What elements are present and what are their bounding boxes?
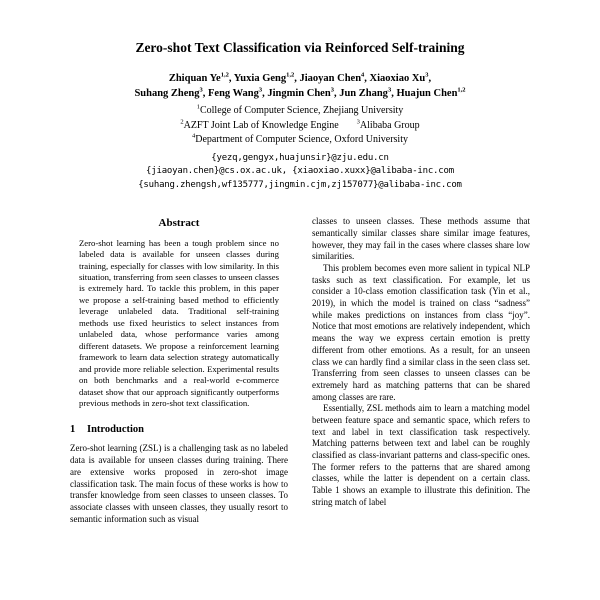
author-name: Suhang Zheng — [134, 87, 200, 99]
author-name: Zhiquan Ye — [168, 72, 221, 84]
affiliation — [197, 105, 404, 116]
author-affiliation-marker: 3 — [387, 86, 392, 94]
affiliations-block — [70, 104, 530, 148]
affiliation-text: Department of Computer Science, Oxford University — [195, 134, 408, 146]
author-name: Yuxia Geng — [233, 72, 287, 84]
abstract-text: Zero-shot learning has been a tough problem since no labeled data is available for unseen classes during training, especially for classes with low similarity. In this situation, transferring from seen classes to unseen classes is extremely hard. To tackle this problem, in this paper we propose a self-training based method to efficiently leverage unlabeled data. Traditional self-training methods use fixed heuristics to select instances from unlabeled data, whose performance varies among different datasets. We propose a reinforcement learning framework to learn data selection strategy automatically and provide more reliable selection. Experimental results on both benchmarks and a real-world e-commerce dataset show that our approach significantly outperforms previous methods in zero-shot text classification. — [79, 237, 279, 409]
paragraph: Zero-shot learning (ZSL) is a challenging task as no labeled data is available for unseen classes during training. There are extensive works proposed in zero-shot image classification task. The main focus of these works is how to transfer knowledge from seen classes to unseen classes. To associate classes with unseen classes, they usually resort to semantic information such as visual — [70, 443, 288, 524]
author — [396, 88, 465, 99]
author-line-1 — [70, 72, 530, 87]
author-affiliation-marker: 3 — [199, 86, 203, 94]
affiliation — [192, 134, 408, 145]
paper-body — [70, 216, 530, 525]
abstract-heading: Abstract — [158, 217, 200, 230]
author-separator: , — [262, 87, 268, 99]
paper-title: Zero-shot Text Classification via Reinforced Self-training — [135, 40, 465, 55]
author-name: Huajun Chen — [396, 87, 458, 99]
affiliation-marker: 1 — [196, 103, 200, 111]
author — [339, 88, 396, 99]
author-name: Jingmin Chen — [267, 87, 331, 99]
author — [299, 73, 369, 84]
author — [169, 73, 234, 84]
affiliation-line — [70, 119, 530, 134]
affiliation-line — [70, 133, 530, 148]
affiliation-marker: 4 — [192, 132, 196, 140]
author — [234, 73, 300, 84]
affiliation-marker: 2 — [180, 118, 184, 126]
author-affiliation-marker: 3 — [330, 86, 334, 94]
author-separator: , — [364, 72, 370, 84]
authors-block — [70, 72, 530, 101]
author-separator: , — [391, 87, 397, 99]
author-affiliation-marker: 1,2 — [457, 86, 466, 94]
author — [267, 88, 339, 99]
email-line: {yezq,gengyx,huajunsir}@zju.edu.cn — [211, 152, 389, 163]
author-affiliation-marker: 4 — [361, 71, 365, 79]
affiliation — [180, 120, 338, 131]
email-line: {suhang.zhengsh,wf135777,jingmin.cjm,zj157077}@alibaba-inc.com — [138, 179, 462, 190]
paragraph: classes to unseen classes. These methods assume that semantically similar classes share similar image features, however, they may fail in the cases where classes share low similarities. — [312, 216, 530, 262]
paragraph: Essentially, ZSL methods aim to learn a matching model between feature space and semantic space, which refers to text and label in text classification task respectively. Matching patterns between text and label can be roughly classified as class-invariant patterns and class-specific ones. The former refers to the patterns that are shared among classes, while the latter is dependent on a certain class. Table 1 shows an example to illustrate this definition. The string match of label — [312, 403, 530, 507]
author — [134, 88, 208, 99]
author-name: Xiaoxiao Xu — [369, 72, 426, 84]
author-affiliation-marker: 1,2 — [286, 71, 295, 79]
author-name: Jiaoyan Chen — [299, 72, 362, 84]
author-affiliation-marker: 3 — [258, 86, 263, 94]
author-affiliation-marker: 3 — [425, 71, 429, 79]
author-separator: , — [294, 72, 300, 84]
affiliation-text: Alibaba Group — [359, 119, 420, 131]
affiliation-text: College of Computer Science, Zhejiang University — [199, 105, 404, 117]
section-number: 1 — [70, 423, 76, 435]
right-column — [312, 216, 530, 525]
author-separator: , — [202, 87, 209, 99]
author-name: Jun Zhang — [339, 87, 388, 99]
left-column — [70, 216, 288, 525]
emails-block — [70, 152, 530, 193]
author-line-2 — [70, 87, 530, 102]
section-title: Introduction — [87, 423, 144, 435]
affiliation — [357, 120, 420, 131]
author-separator: , — [228, 72, 234, 84]
author-name: Feng Wang — [208, 87, 259, 99]
affiliation-line — [70, 104, 530, 119]
author — [370, 73, 432, 84]
author-affiliation-marker: 1,2 — [220, 71, 229, 79]
section-heading — [70, 423, 288, 437]
author — [208, 88, 267, 99]
paragraph: This problem becomes even more salient in typical NLP tasks such as text classification. For example, let us consider a 10-class emotion classification task (Yin et al., 2019), in which the model is trained on class “sadness” while makes predictions on instances from class “joy”. Notice that most emotions are relatively independent, which means the way we express certain emotion is pretty different from other emotions. As a result, for an unseen class we can hardly find a similar class in the seen class set. Transferring from seen classes to unseen classes can be extremely hard as matching patterns that can be shared among classes are rare. — [312, 263, 530, 402]
author-separator: , — [333, 87, 340, 99]
email-line: {jiaoyan.chen}@cs.ox.ac.uk, {xiaoxiao.xuxx}@alibaba-inc.com — [146, 166, 454, 177]
author-separator: , — [428, 72, 432, 84]
affiliation-marker: 3 — [356, 118, 360, 126]
paper-header — [70, 40, 530, 192]
affiliation-text: AZFT Joint Lab of Knowledge Engine — [183, 119, 339, 131]
